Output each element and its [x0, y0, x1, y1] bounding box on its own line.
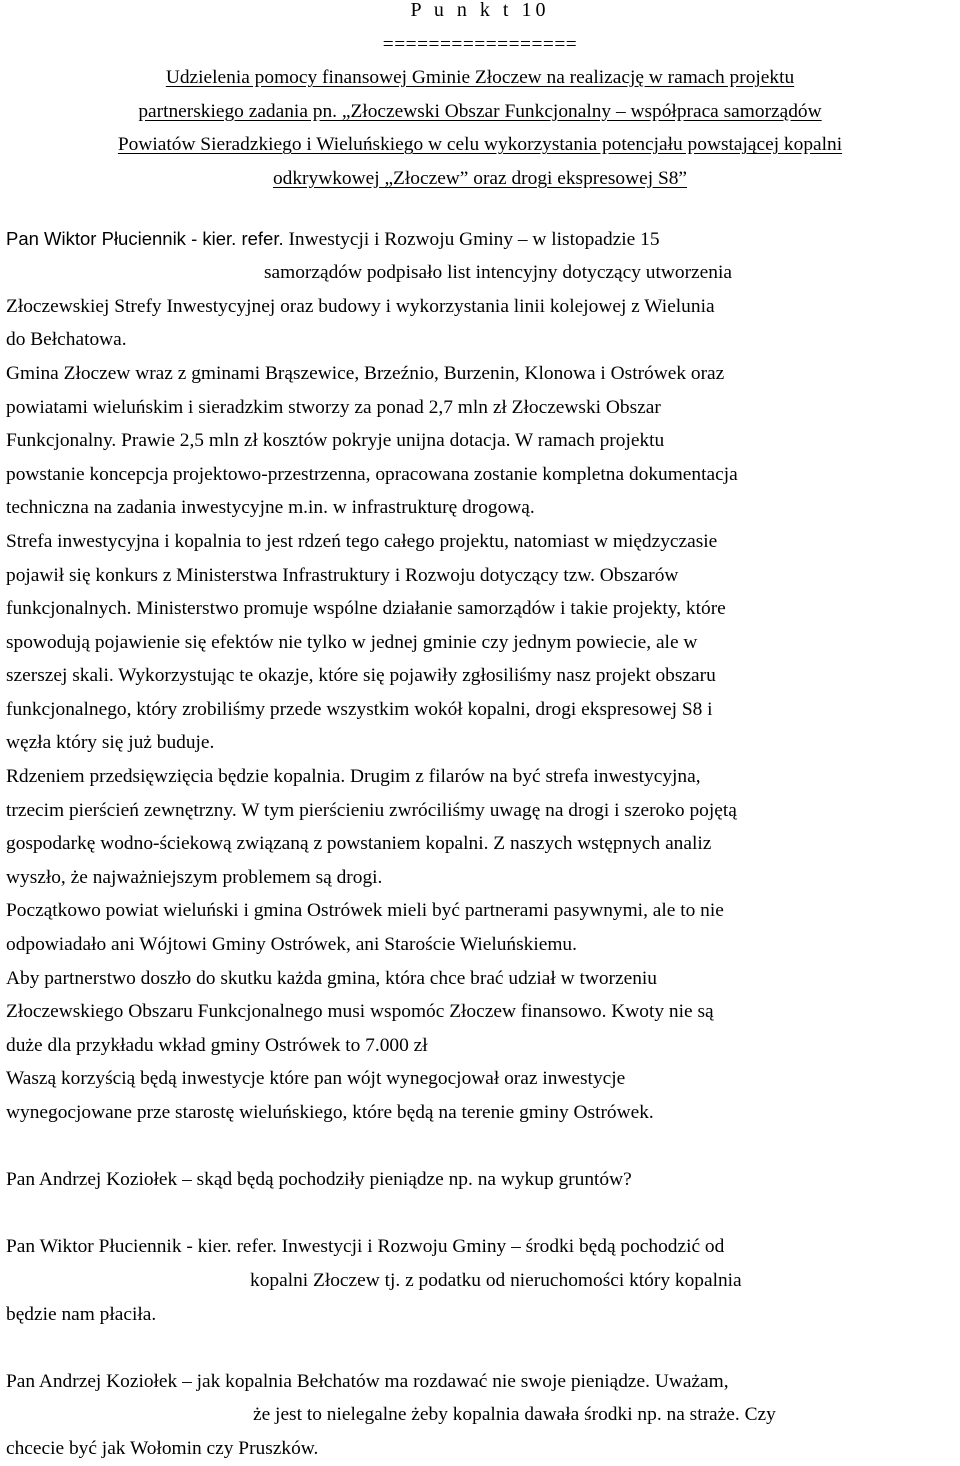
- paragraph-7: [6, 1062, 954, 1129]
- title-rule: =================: [382, 33, 578, 55]
- paragraph-line: będzie nam płaciła.: [6, 1303, 157, 1325]
- paragraph-line: trzecim pierścień zewnętrzny. W tym pierścieniu zwróciliśmy uwagę na drogi i szeroko pojętą: [6, 799, 737, 821]
- paragraph-line: Aby partnerstwo doszło do skutku każda gmina, która chce brać udział w tworzeniu: [6, 967, 657, 989]
- paragraph-line: gospodarkę wodno-ściekową związaną z powstaniem kopalni. Z naszych wstępnych analiz: [6, 833, 712, 855]
- paragraph-5: [6, 894, 954, 961]
- paragraph-line: chcecie być jak Wołomin czy Pruszków.: [6, 1437, 319, 1459]
- paragraph-line: spowodują pojawienie się efektów nie tylko w jednej gminie czy jednym powiecie, ale w: [6, 631, 698, 653]
- paragraph-line: Funkcjonalny. Prawie 2,5 mln zł kosztów pokryje unijna dotacja. W ramach projektu: [6, 430, 665, 452]
- paragraph-3: [6, 525, 954, 760]
- paragraph-line: powiatami wieluńskim i sieradzkim stworzy za ponad 2,7 mln zł Złoczewski Obszar: [6, 396, 661, 418]
- paragraph-line: samorządów podpisało list intencyjny dotyczący utworzenia: [264, 262, 732, 284]
- document-page: [6, 0, 954, 1466]
- spacer: [6, 1331, 954, 1365]
- paragraph-line: Rdzeniem przedsięwzięcia będzie kopalnia. Drugim z filarów na być strefa inwestycyjna,: [6, 766, 701, 788]
- subject-line: Udzielenia pomocy finansowej Gminie Złoczew na realizację w ramach projektu: [165, 67, 795, 89]
- question-2: [6, 1365, 954, 1466]
- section-title: P u n k t 10: [410, 0, 550, 21]
- paragraph-line: węzła który się już buduje.: [6, 732, 215, 754]
- paragraph-line: [6, 222, 954, 257]
- speaker-name: Pan Wiktor Płuciennik - kier. refer.: [6, 227, 284, 249]
- spacer: [6, 1130, 954, 1164]
- paragraph-line: Waszą korzyścią będą inwestycje które pan wójt wynegocjował oraz inwestycje: [6, 1068, 626, 1090]
- paragraph-line: kopalni Złoczew tj. z podatku od nieruchomości który kopalnia: [250, 1269, 742, 1291]
- question-1: Pan Andrzej Koziołek – skąd będą pochodziły pieniądze np. na wykup gruntów?: [6, 1169, 632, 1191]
- paragraph-line: techniczna na zadania inwestycyjne m.in. w infrastrukturę drogową.: [6, 497, 535, 519]
- subject-line: partnerskiego zadania pn. „Złoczewski Obszar Funkcjonalny – współpraca samorządów: [138, 100, 822, 122]
- paragraph-text: Inwestycji i Rozwoju Gminy – w listopadzie 15: [283, 228, 660, 250]
- paragraph-line: Początkowo powiat wieluński i gmina Ostrówek mieli być partnerami pasywnymi, ale to nie: [6, 900, 724, 922]
- paragraph-4: [6, 760, 954, 894]
- spacer: [6, 196, 954, 222]
- subject-line: Powiatów Sieradzkiego i Wieluńskiego w celu wykorzystania potencjału powstającej kopalni: [117, 134, 843, 156]
- paragraph-line: Pan Andrzej Koziołek – jak kopalnia Bełchatów ma rozdawać nie swoje pieniądze. Uważam,: [6, 1370, 729, 1392]
- paragraph-2: [6, 357, 954, 525]
- paragraph-line: wynegocjowane prze starostę wieluńskiego, które będą na terenie gminy Ostrówek.: [6, 1102, 654, 1123]
- paragraph-line: odpowiadało ani Wójtowi Gminy Ostrówek, ani Staroście Wieluńskiemu.: [6, 934, 577, 956]
- paragraph-line: Złoczewskiej Strefy Inwestycyjnej oraz budowy i wykorzystania linii kolejowej z Wielunia: [6, 295, 715, 317]
- subject-heading: [6, 61, 954, 195]
- paragraph-line: duże dla przykładu wkład gminy Ostrówek to 7.000 zł: [6, 1034, 428, 1056]
- spacer: [6, 1197, 954, 1231]
- paragraph-line: Złoczewskiego Obszaru Funkcjonalnego musi wspomóc Złoczew finansowo. Kwoty nie są: [6, 1001, 714, 1023]
- paragraph-line: powstanie koncepcja projektowo-przestrzenna, opracowana zostanie kompletna dokumentacja: [6, 463, 738, 485]
- paragraph-line: pojawił się konkurs z Ministerstwa Infrastruktury i Rozwoju dotyczący tzw. Obszarów: [6, 564, 679, 586]
- answer-1: [6, 1230, 954, 1331]
- subject-line: odkrywkowej „Złoczew” oraz drogi ekspresowej S8”: [272, 167, 688, 189]
- paragraph-line: funkcjonalnego, który zrobiliśmy przede wszystkim wokół kopalni, drogi ekspresowej S8 i: [6, 698, 713, 720]
- paragraph-line: szerszej skali. Wykorzystując te okazje, które się pojawiły zgłosiliśmy nasz projekt obszaru: [6, 665, 716, 687]
- paragraph-line: Strefa inwestycyjna i kopalnia to jest rdzeń tego całego projektu, natomiast w międzyczasie: [6, 530, 718, 552]
- paragraph-line: Pan Wiktor Płuciennik - kier. refer. Inwestycji i Rozwoju Gminy – środki będą pochodzić od: [6, 1236, 725, 1258]
- paragraph-line: wyszło, że najważniejszym problemem są drogi.: [6, 866, 383, 888]
- paragraph-speaker-1: [6, 222, 954, 357]
- paragraph-line: że jest to nielegalne żeby kopalnia dawała środki np. na straże. Czy: [253, 1404, 776, 1426]
- paragraph-6: [6, 962, 954, 1063]
- paragraph-line: Gmina Złoczew wraz z gminami Brąszewice, Brzeźnio, Burzenin, Klonowa i Ostrówek oraz: [6, 362, 725, 384]
- paragraph-line: do Bełchatowa.: [6, 329, 127, 351]
- paragraph-line: funkcjonalnych. Ministerstwo promuje wspólne działanie samorządów i takie projekty, które: [6, 598, 726, 620]
